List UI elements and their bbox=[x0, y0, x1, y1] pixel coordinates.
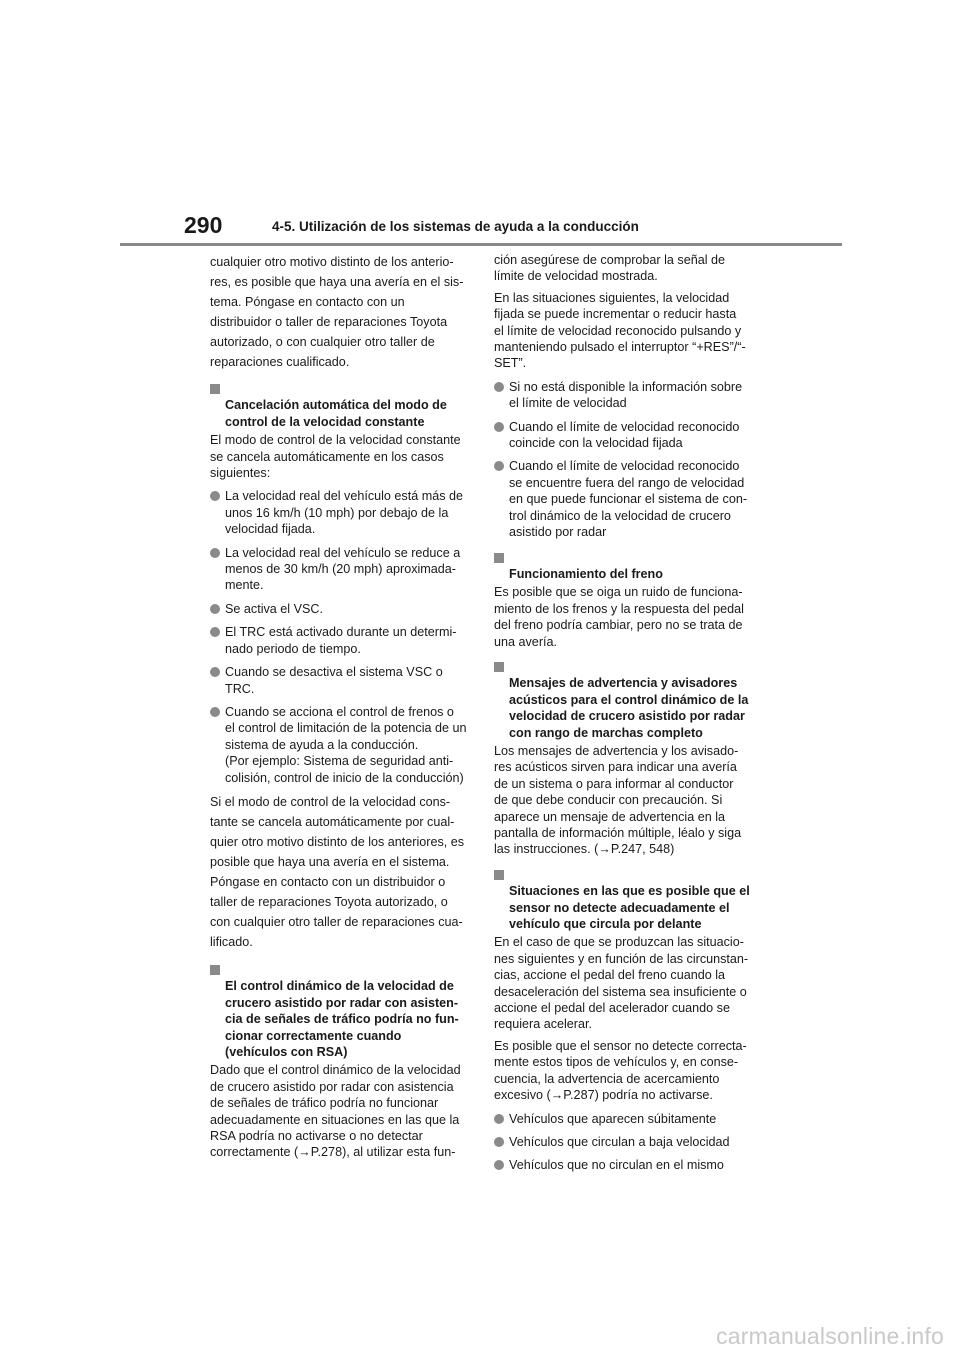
list-item bbox=[210, 704, 472, 786]
body-paragraph: Los mensajes de advertencia y los avisado- res acústicos sirven para indicar una avería de un sistema o para informar al conductor de que debe conducir con precaución. Si aparece un mensaje de advertencia en la pantalla de información múltiple, léalo y siga las instrucciones. (→P.247, 548) bbox=[494, 743, 742, 857]
square-bullet-icon bbox=[494, 870, 504, 880]
list-item bbox=[210, 601, 472, 617]
heading-brake bbox=[494, 550, 762, 583]
list-item bbox=[494, 419, 762, 452]
list-item bbox=[494, 379, 762, 412]
list-item-text: El TRC está activado durante un determi- nado periodo de tiempo. bbox=[225, 625, 457, 656]
body-paragraph: El modo de control de la velocidad constante se cancela automáticamente en los casos siguientes: bbox=[210, 433, 461, 481]
list-item-text: La velocidad real del vehículo se reduce a menos de 30 km/h (20 mph) aproximada- mente. bbox=[225, 545, 461, 593]
list-item-text: Vehículos que circulan a baja velocidad bbox=[509, 1134, 730, 1149]
list-item-text: Si no está disponible la información sobre el límite de velocidad bbox=[509, 379, 743, 411]
list-item-text: Cuando el límite de velocidad reconocido coincide con la velocidad fijada bbox=[509, 419, 740, 451]
list-item bbox=[210, 488, 472, 537]
header-divider bbox=[120, 243, 842, 246]
circle-bullet-icon bbox=[494, 1137, 504, 1147]
circle-bullet-icon bbox=[210, 707, 220, 717]
square-bullet-icon bbox=[494, 662, 504, 672]
square-bullet-icon bbox=[210, 384, 220, 394]
list-item-text: La velocidad real del vehículo está más de unos 16 km/h (10 mph) por debajo de la velocidad fijada. bbox=[225, 489, 464, 537]
heading-text: El control dinámico de la velocidad de crucero asistido por radar con asisten- cia de señales de tráfico podría no fun- cionar correctamente cuando (vehículos con RSA) bbox=[225, 979, 459, 1059]
left-column bbox=[210, 252, 472, 1161]
heading-text: Mensajes de advertencia y avisadores acústicos para el control dinámico de la velocidad de crucero asistido por radar con rango de marchas completo bbox=[509, 676, 749, 740]
right-column bbox=[494, 252, 762, 1174]
heading-text: Funcionamiento del freno bbox=[509, 566, 663, 581]
list-item bbox=[210, 664, 472, 697]
circle-bullet-icon bbox=[210, 627, 220, 637]
intro-paragraph: cualquier otro motivo distinto de los anterio- res, es posible que haya una avería en el sis- tema. Póngase en contacto con un distribuidor o taller de reparaciones Toyota autorizado, o con cualquier otro taller de reparaciones cualificado. bbox=[210, 255, 464, 369]
heading-warnings bbox=[494, 659, 762, 741]
body-paragraph: En el caso de que se produzcan las situacio- nes siguientes y en función de las circunstan- cias, accione el pedal del freno cuando la desaceleración del sistema sea insuficiente o accione el pedal del acelerador cuando se requiera acelerar. bbox=[494, 935, 749, 1032]
heading-rsa bbox=[210, 962, 472, 1060]
list-item bbox=[494, 458, 762, 540]
list-item-text: Vehículos que no circulan en el mismo bbox=[509, 1158, 724, 1173]
circle-bullet-icon bbox=[494, 422, 504, 432]
watermark[interactable]: carmanualsonline.info bbox=[716, 1323, 944, 1349]
circle-bullet-icon bbox=[210, 604, 220, 614]
circle-bullet-icon bbox=[494, 382, 504, 392]
circle-bullet-icon bbox=[210, 548, 220, 558]
list-item bbox=[494, 1157, 762, 1173]
body-paragraph: Dado que el control dinámico de la velocidad de crucero asistido por radar con asistencia de señales de tráfico podría no funcionar adecuadamente en situaciones en las que la RSA podría no activarse o no detectar correctamente (→P.278), al utilizar esta fun- bbox=[210, 1063, 461, 1160]
heading-sensor bbox=[494, 867, 762, 933]
body-paragraph: Es posible que el sensor no detecte correcta- mente estos tipos de vehículos y, en conse- cuencia, la advertencia de acercamiento excesivo (→P.287) podría no activarse. bbox=[494, 1038, 747, 1103]
circle-bullet-icon bbox=[494, 461, 504, 471]
page-number: 290 bbox=[184, 212, 223, 238]
list-item-text: Cuando el límite de velocidad reconocido se encuentre fuera del rango de velocidad en que puede funcionar el sistema de con- trol dinámico de la velocidad de crucero asistido por radar bbox=[509, 459, 748, 540]
section-title: 4-5. Utilización de los sistemas de ayuda a la conducción bbox=[272, 219, 639, 234]
list-item bbox=[210, 624, 472, 657]
heading-text: Situaciones en las que es posible que el sensor no detecte adecuadamente el vehículo que circula por delante bbox=[509, 884, 750, 932]
list-item-text: Se activa el VSC. bbox=[225, 601, 323, 616]
list-item-text: Cuando se acciona el control de frenos o el control de limitación de la potencia de un sistema de ayuda a la conducción. (Por ejemplo: Sistema de seguridad anti- colisión, control de inicio de la conducción) bbox=[225, 704, 467, 785]
list-item bbox=[210, 545, 472, 594]
list-item-text: Vehículos que aparecen súbitamente bbox=[509, 1111, 717, 1126]
circle-bullet-icon bbox=[210, 667, 220, 677]
heading-text: Cancelación automática del modo de control de la velocidad constante bbox=[225, 398, 447, 429]
square-bullet-icon bbox=[210, 965, 220, 975]
body-paragraph: En las situaciones siguientes, la velocidad fijada se puede incrementar o reducir hasta el límite de velocidad reconocido pulsando y manteniendo pulsado el interruptor “+RES”/“- SET”. bbox=[494, 290, 746, 371]
circle-bullet-icon bbox=[494, 1160, 504, 1170]
square-bullet-icon bbox=[494, 553, 504, 563]
list-item-text: Cuando se desactiva el sistema VSC o TRC. bbox=[225, 665, 443, 696]
list-item bbox=[494, 1134, 762, 1150]
list-item bbox=[494, 1111, 762, 1127]
circle-bullet-icon bbox=[494, 1114, 504, 1124]
body-paragraph: Es posible que se oiga un ruido de funciona- miento de los frenos y la respuesta del pedal del freno podría cambiar, pero no se trata de una avería. bbox=[494, 585, 744, 649]
heading-auto-cancel bbox=[210, 381, 472, 430]
body-paragraph: Si el modo de control de la velocidad cons- tante se cancela automáticamente por cual- quier otro motivo distinto de los anteriores, es posible que haya una avería en el sistema. Póngase en contacto con un distribuidor o taller de reparaciones Toyota autorizado, o con cualquier otro taller de reparaciones cua- lificado. bbox=[210, 794, 465, 949]
circle-bullet-icon bbox=[210, 491, 220, 501]
body-paragraph: ción asegúrese de comprobar la señal de límite de velocidad mostrada. bbox=[494, 253, 726, 284]
